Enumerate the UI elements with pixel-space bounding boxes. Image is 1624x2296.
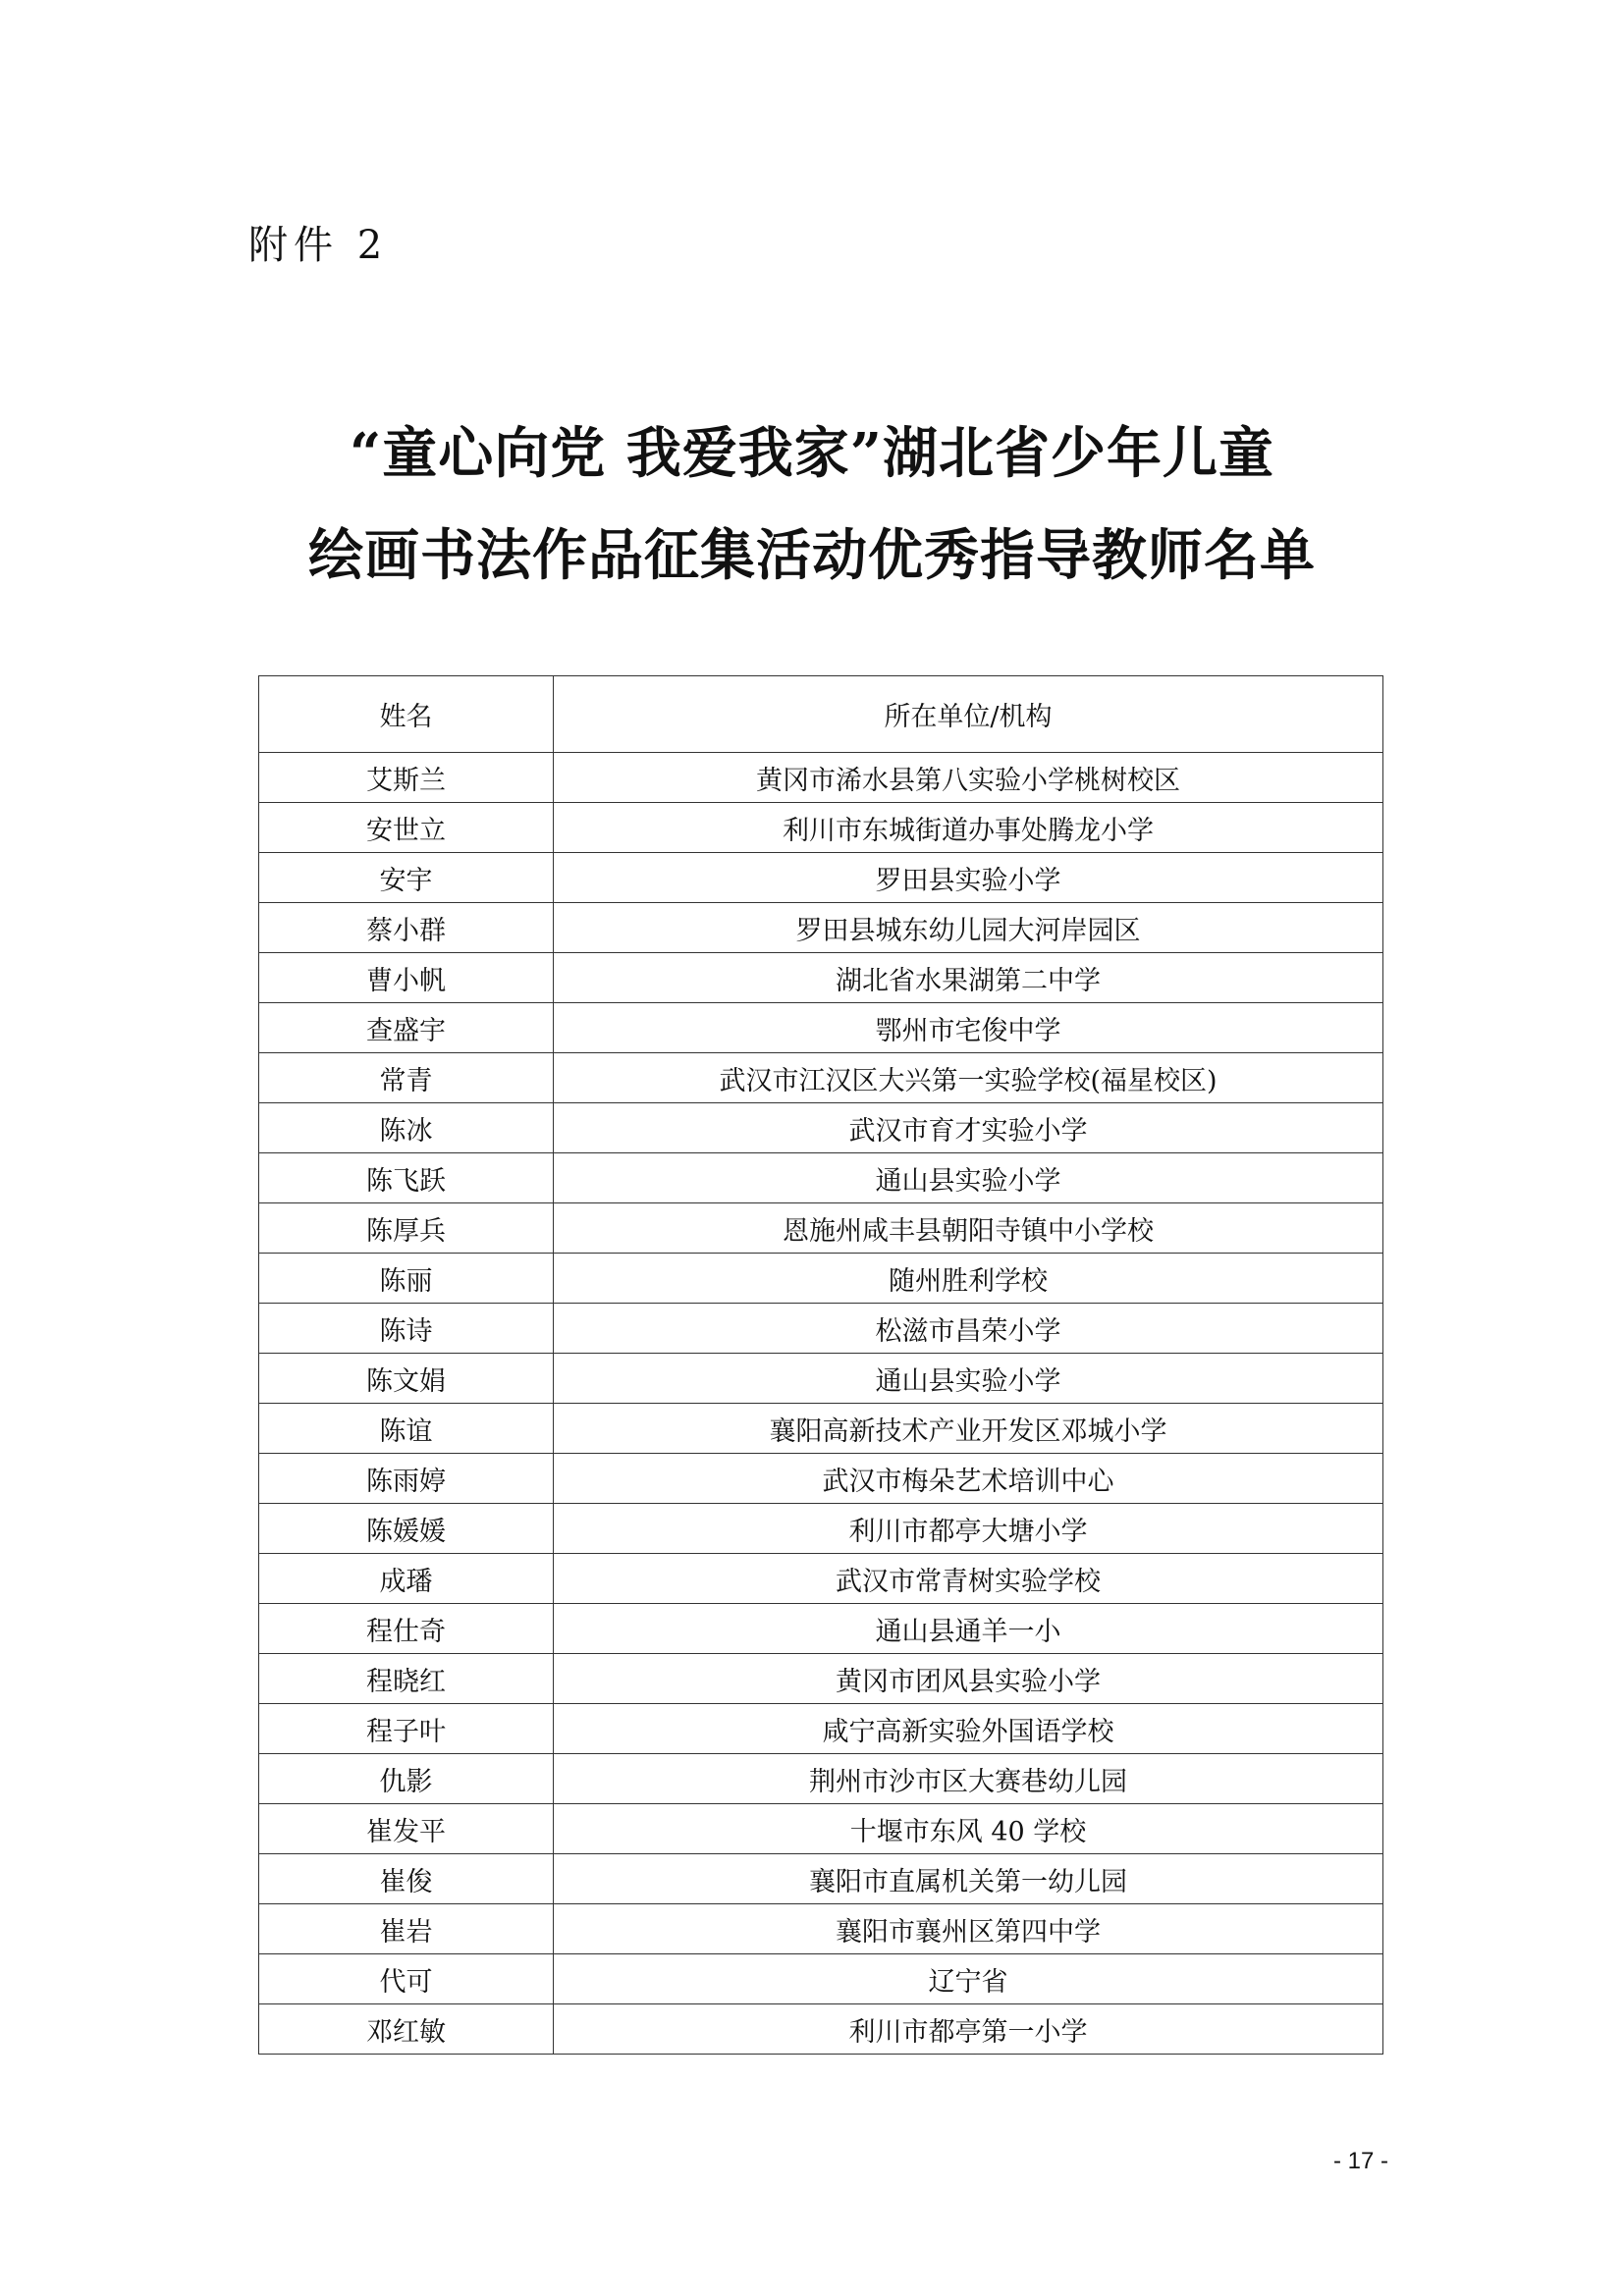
organization-cell: 罗田县城东幼儿园大河岸园区 [554, 903, 1383, 953]
table-row [259, 1854, 1383, 1904]
organization-cell: 襄阳市直属机关第一幼儿园 [554, 1854, 1383, 1904]
organization-cell: 武汉市常青树实验学校 [554, 1554, 1383, 1604]
table-row [259, 1754, 1383, 1804]
organization-cell: 通山县通羊一小 [554, 1604, 1383, 1654]
table-row [259, 1103, 1383, 1153]
teacher-name-cell: 陈媛媛 [259, 1504, 554, 1554]
teacher-name-cell: 查盛宇 [259, 1003, 554, 1053]
organization-cell: 咸宁高新实验外国语学校 [554, 1704, 1383, 1754]
teacher-name-cell: 艾斯兰 [259, 753, 554, 803]
table-row [259, 1704, 1383, 1754]
teacher-name-cell: 崔俊 [259, 1854, 554, 1904]
table-row [259, 1554, 1383, 1604]
organization-cell: 荆州市沙市区大赛巷幼儿园 [554, 1754, 1383, 1804]
organization-cell: 松滋市昌荣小学 [554, 1304, 1383, 1354]
teacher-name-cell: 代可 [259, 1954, 554, 2004]
teacher-name-cell: 程晓红 [259, 1654, 554, 1704]
table-row [259, 1904, 1383, 1954]
organization-cell: 恩施州咸丰县朝阳寺镇中小学校 [554, 1203, 1383, 1254]
table-row [259, 2004, 1383, 2055]
teacher-name-cell: 邓红敏 [259, 2004, 554, 2055]
table-row [259, 1954, 1383, 2004]
organization-cell: 利川市都亭第一小学 [554, 2004, 1383, 2055]
table-row [259, 1304, 1383, 1354]
organization-cell: 通山县实验小学 [554, 1153, 1383, 1203]
table-row [259, 1354, 1383, 1404]
teacher-name-cell: 成璠 [259, 1554, 554, 1604]
teacher-name-cell: 蔡小群 [259, 903, 554, 953]
table-row [259, 1454, 1383, 1504]
attachment-label: 附件 2 [248, 223, 389, 268]
page-number: - 17 - [1332, 2148, 1388, 2174]
table-row [259, 953, 1383, 1003]
organization-cell: 十堰市东风 40 学校 [554, 1804, 1383, 1854]
teacher-name-cell: 安宇 [259, 853, 554, 903]
table-row [259, 753, 1383, 803]
teacher-name-cell: 崔岩 [259, 1904, 554, 1954]
organization-cell: 鄂州市宅俊中学 [554, 1003, 1383, 1053]
teacher-roster-table [258, 675, 1383, 2055]
table-row [259, 1003, 1383, 1053]
teacher-name-cell: 陈诗 [259, 1304, 554, 1354]
organization-cell: 襄阳市襄州区第四中学 [554, 1904, 1383, 1954]
organization-cell: 辽宁省 [554, 1954, 1383, 2004]
organization-cell: 武汉市江汉区大兴第一实验学校(福星校区) [554, 1053, 1383, 1103]
table-row [259, 1404, 1383, 1454]
organization-cell: 湖北省水果湖第二中学 [554, 953, 1383, 1003]
teacher-name-cell: 崔发平 [259, 1804, 554, 1854]
organization-cell: 通山县实验小学 [554, 1354, 1383, 1404]
teacher-name-cell: 安世立 [259, 803, 554, 853]
teacher-name-cell: 陈雨婷 [259, 1454, 554, 1504]
table-row [259, 1254, 1383, 1304]
table-row [259, 1053, 1383, 1103]
organization-cell: 利川市都亭大塘小学 [554, 1504, 1383, 1554]
teacher-name-cell: 陈冰 [259, 1103, 554, 1153]
organization-cell: 黄冈市浠水县第八实验小学桃树校区 [554, 753, 1383, 803]
table-row [259, 1203, 1383, 1254]
organization-cell: 武汉市梅朵艺术培训中心 [554, 1454, 1383, 1504]
organization-cell: 随州胜利学校 [554, 1254, 1383, 1304]
teacher-name-cell: 陈厚兵 [259, 1203, 554, 1254]
teacher-name-cell: 程仕奇 [259, 1604, 554, 1654]
table-row [259, 803, 1383, 853]
organization-cell: 罗田县实验小学 [554, 853, 1383, 903]
organization-cell: 利川市东城街道办事处腾龙小学 [554, 803, 1383, 853]
teacher-name-cell: 陈谊 [259, 1404, 554, 1454]
table-row [259, 1804, 1383, 1854]
document-title-line-2: 绘画书法作品征集活动优秀指导教师名单 [308, 523, 1316, 588]
teacher-name-cell: 陈飞跃 [259, 1153, 554, 1203]
organization-cell: 武汉市育才实验小学 [554, 1103, 1383, 1153]
organization-cell: 襄阳高新技术产业开发区邓城小学 [554, 1404, 1383, 1454]
teacher-name-cell: 程子叶 [259, 1704, 554, 1754]
teacher-name-cell: 陈丽 [259, 1254, 554, 1304]
table-row [259, 1654, 1383, 1704]
header-organization: 所在单位/机构 [554, 676, 1383, 753]
teacher-name-cell: 仇影 [259, 1754, 554, 1804]
table-row [259, 1153, 1383, 1203]
table-row [259, 1504, 1383, 1554]
organization-cell: 黄冈市团风县实验小学 [554, 1654, 1383, 1704]
table-header-row [259, 676, 1383, 753]
table-row [259, 1604, 1383, 1654]
table-row [259, 853, 1383, 903]
table-row [259, 903, 1383, 953]
teacher-name-cell: 常青 [259, 1053, 554, 1103]
teacher-name-cell: 陈文娟 [259, 1354, 554, 1404]
document-title-line-1: “童心向党 我爱我家”湖北省少年儿童 [350, 421, 1274, 486]
header-name: 姓名 [259, 676, 554, 753]
teacher-name-cell: 曹小帆 [259, 953, 554, 1003]
